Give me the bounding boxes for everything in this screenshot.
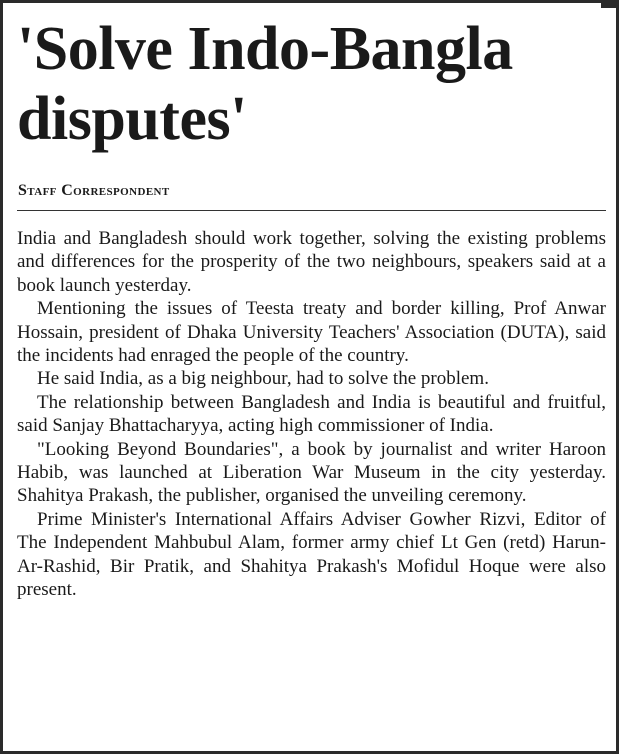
article-paragraph: The relationship between Bangladesh and India is beautiful and fruitful, said Sanjay Bhattacharyya, acting high commissioner of India. xyxy=(17,391,606,437)
clipping-border-left xyxy=(0,0,3,754)
article-paragraph: Prime Minister's International Affairs Adviser Gowher Rizvi, Editor of The Independent Mahbubul Alam, former army chief Lt Gen (retd) Harun-Ar-Rashid, Bir Pratik, and Shahitya Prakash's Mofidul Hoque were also present. xyxy=(17,508,606,601)
article-paragraph: India and Bangladesh should work together, solving the existing problems and differences for the prosperity of the two neighbours, speakers said at a book launch yesterday. xyxy=(17,228,606,296)
article-paragraph: Mentioning the issues of Teesta treaty and border killing, Prof Anwar Hossain, president of Dhaka University Teachers' Association (DUTA), said the incidents had enraged the people of the country. xyxy=(17,298,606,367)
article-body xyxy=(17,227,606,602)
article-headline: 'Solve Indo-Bangla disputes' xyxy=(17,15,513,153)
article-paragraph: "Looking Beyond Boundaries", a book by journalist and writer Haroon Habib, was launched at Liberation War Museum in the city yesterday. Shahitya Prakash, the publisher, organised the unveiling ceremony. xyxy=(17,438,606,507)
clipping-border-top xyxy=(0,0,619,3)
byline-divider xyxy=(17,210,606,211)
article-byline: Staff Correspondent xyxy=(18,182,170,199)
article-paragraph: He said India, as a big neighbour, had to solve the problem. xyxy=(37,368,489,390)
